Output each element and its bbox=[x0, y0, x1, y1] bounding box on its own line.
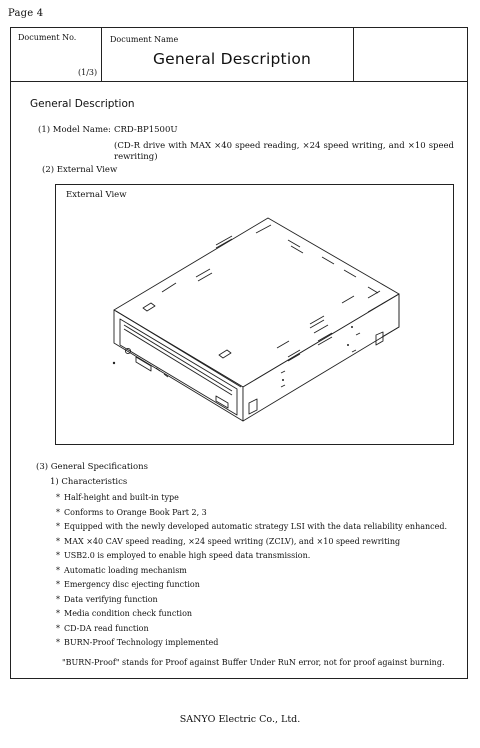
bullet: * bbox=[56, 594, 60, 604]
model-description: (CD-R drive with MAX ×40 speed reading, ×24 speed writing, and ×10 speed rewriting) bbox=[114, 141, 454, 162]
bullet: * bbox=[56, 609, 60, 618]
list-item: * Equipped with the newly developed automatic strategy LSI with the data reliability enhanced. bbox=[56, 522, 448, 531]
burn-proof-note: "BURN-Proof" stands for Proof against Buffer Under RuN error, not for proof against burning. bbox=[62, 658, 445, 667]
list-item: * Conforms to Orange Book Part 2, 3 bbox=[56, 506, 452, 521]
bullet: * bbox=[56, 580, 60, 589]
list-item: * Automatic loading mechanism bbox=[56, 564, 452, 579]
section-title: General Description bbox=[30, 98, 135, 110]
bullet: * bbox=[56, 536, 60, 546]
characteristics-list bbox=[56, 491, 452, 651]
bullet: * bbox=[56, 565, 60, 575]
list-item: * Data verifying function bbox=[56, 593, 452, 608]
list-item: * MAX ×40 CAV speed reading, ×24 speed writing (ZCLV), and ×10 speed rewriting bbox=[56, 535, 452, 550]
list-item: * CD-DA read function bbox=[56, 622, 452, 637]
doc-name-label: Document Name bbox=[110, 35, 179, 44]
bullet: * bbox=[56, 623, 60, 633]
company-footer: SANYO Electric Co., Ltd. bbox=[179, 714, 301, 725]
list-item: * Emergency disc ejecting function bbox=[56, 578, 452, 593]
bullet: * bbox=[56, 551, 60, 560]
bullet: * bbox=[56, 522, 60, 531]
list-item: * Half-height and built-in type bbox=[56, 491, 452, 506]
doc-number-label: Document No. bbox=[18, 33, 77, 42]
external-view-caption: External View bbox=[66, 190, 127, 200]
model-name-label: (1) Model Name: bbox=[38, 125, 111, 135]
list-item: * BURN-Proof Technology implemented bbox=[56, 636, 452, 651]
page-number: Page 4 bbox=[8, 8, 44, 19]
bullet: * bbox=[56, 638, 60, 647]
doc-title: General Description bbox=[152, 50, 312, 68]
bullet: * bbox=[56, 493, 60, 502]
external-view-heading: (2) External View bbox=[42, 165, 118, 175]
list-item: * Media condition check function bbox=[56, 607, 452, 622]
model-name-value: CRD-BP1500U bbox=[114, 125, 178, 135]
general-specs-heading: (3) General Specifications bbox=[36, 462, 148, 472]
list-item: * USB2.0 is employed to enable high speed data transmission. bbox=[56, 549, 452, 564]
bullet: * bbox=[56, 507, 60, 517]
header-divider bbox=[101, 27, 102, 81]
doc-number-value: (1/3) bbox=[78, 68, 98, 77]
cd-drive-illustration bbox=[56, 185, 453, 444]
characteristics-heading: 1) Characteristics bbox=[50, 477, 128, 487]
